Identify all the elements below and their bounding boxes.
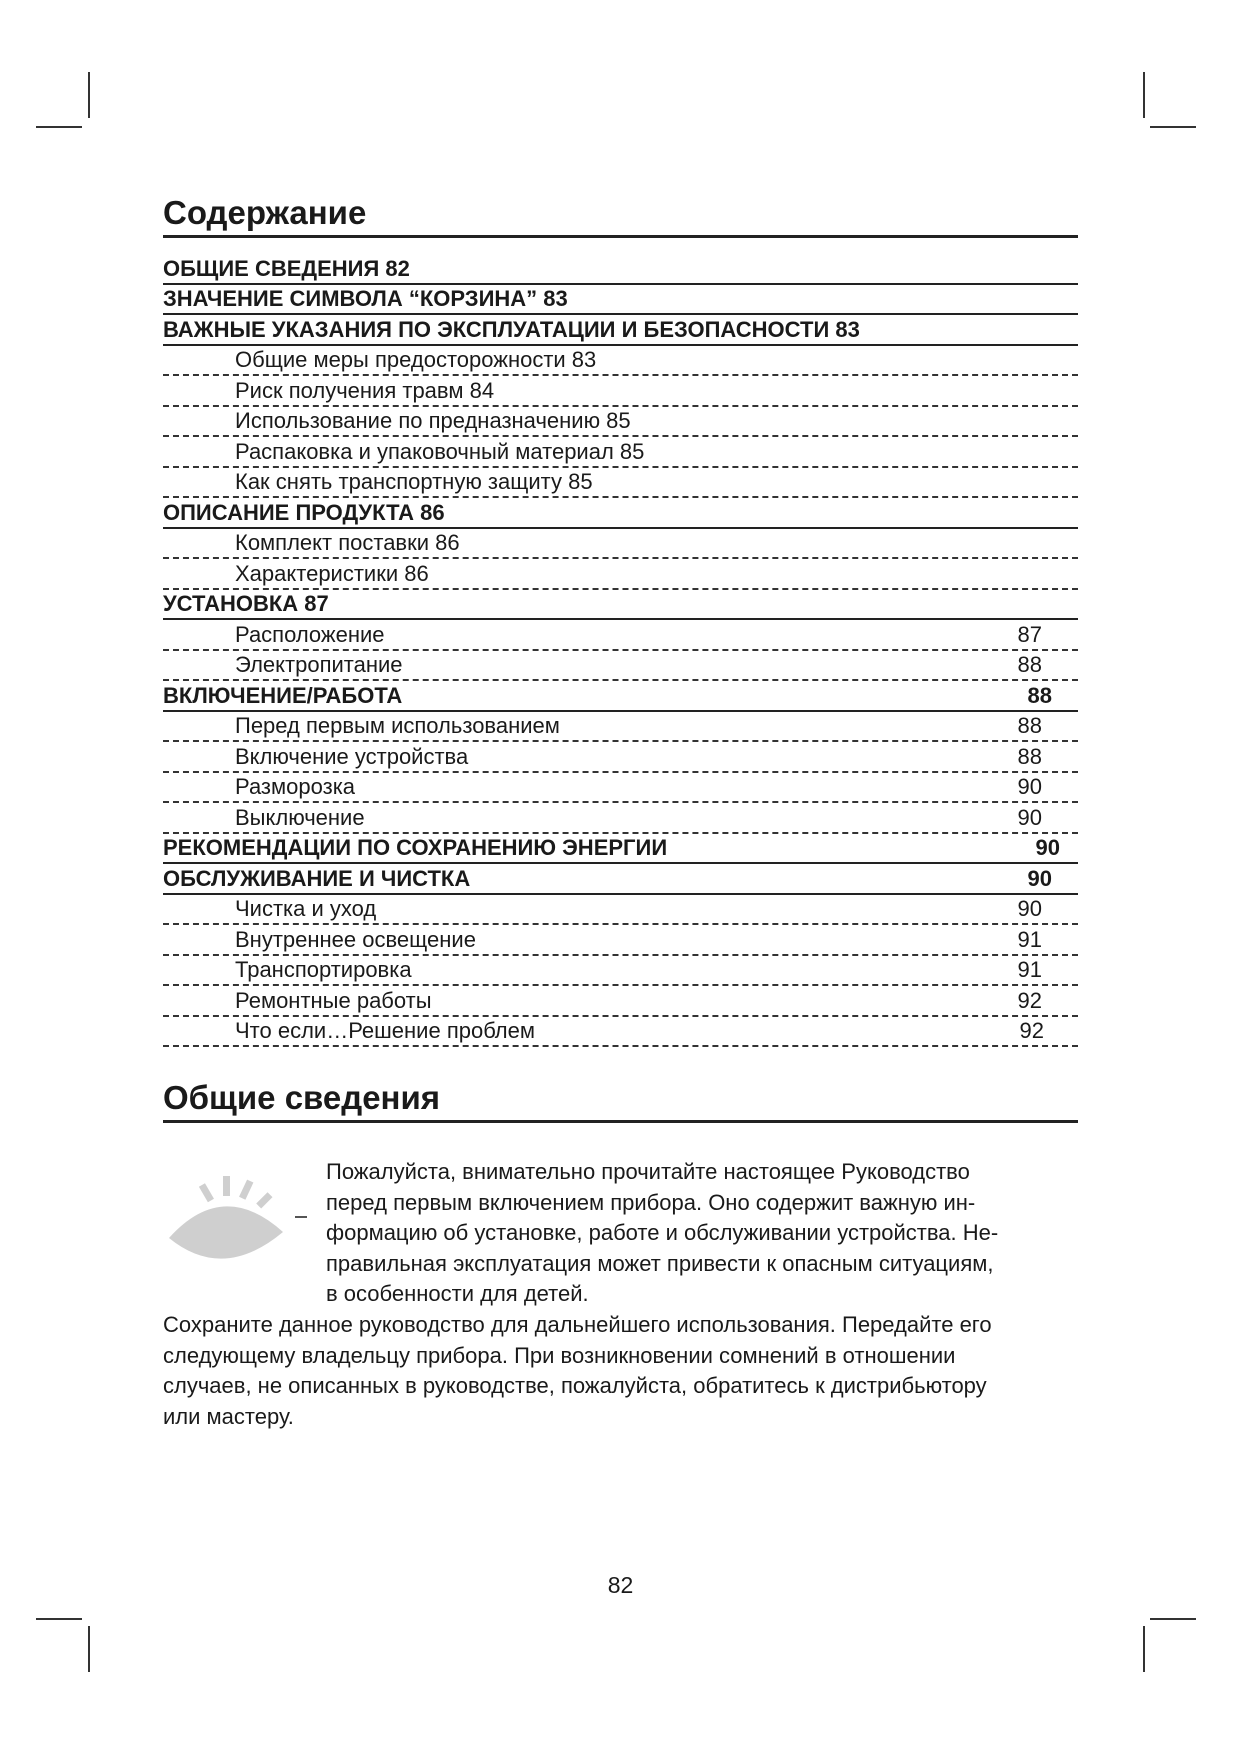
toc-label: Выключение: [235, 804, 365, 830]
toc-label: Распаковка и упаковочный материал 85: [235, 438, 645, 464]
toc-label: ВКЛЮЧЕНИЕ/РАБОТА: [163, 682, 403, 708]
toc-label: Комплект поставки 86: [235, 530, 460, 555]
crop-mark: [88, 72, 90, 118]
toc-label: Расположение: [235, 621, 385, 647]
toc-section: [163, 285, 1078, 316]
section-title: Общие сведения: [163, 1078, 1078, 1123]
toc-subsection: [163, 346, 1078, 377]
toc-page-number: 88: [1017, 652, 1042, 677]
toc-label: Разморозка: [235, 774, 356, 799]
crop-mark: [1150, 1618, 1196, 1620]
toc-page-number: 90: [1017, 804, 1042, 830]
crop-mark: [1150, 126, 1196, 128]
toc-section: [163, 254, 1078, 285]
text-line: случаев, не описанных в руководстве, пожалуйста, обратитесь к дистрибьютору: [163, 1373, 987, 1398]
eye-icon: [163, 1170, 313, 1270]
text-line: в особенности для детей.: [326, 1281, 589, 1306]
toc-subsection: [163, 529, 1078, 560]
toc-subsection: [163, 437, 1078, 468]
toc-subsection: [163, 651, 1078, 682]
toc-label: Транспортировка: [235, 957, 412, 982]
text-line: правильная эксплуатация может привести к опасным ситуациям,: [326, 1250, 994, 1276]
crop-mark: [88, 1626, 90, 1672]
text-line: Сохраните данное руководство для дальнейшего использования. Передайте его: [163, 1312, 992, 1337]
text-line: или мастеру.: [163, 1403, 294, 1429]
toc-section: [163, 590, 1078, 621]
toc-page-number: 91: [1017, 957, 1042, 982]
toc-subsection: [163, 407, 1078, 438]
toc-subsection: [163, 773, 1078, 804]
toc-label: Использование по предназначению 85: [235, 408, 631, 433]
toc-label: Ремонтные работы: [235, 987, 432, 1013]
toc-label: Риск получения травм 84: [235, 377, 495, 403]
toc-page-number: 92: [1017, 987, 1042, 1013]
toc-page-number: 90: [1027, 865, 1052, 891]
toc-subsection: [163, 620, 1078, 651]
toc-subsection: [163, 559, 1078, 590]
text-line: Пожалуйста, внимательно прочитайте настоящее Руководство: [326, 1159, 970, 1184]
crop-mark: [1143, 1626, 1145, 1672]
toc-page-number: 88: [1027, 682, 1052, 708]
toc-subsection: [163, 925, 1078, 956]
toc-label: Общие меры предосторожности 83: [235, 347, 597, 372]
toc-subsection: [163, 1017, 1078, 1048]
toc-page-number: 88: [1017, 743, 1042, 769]
toc-subsection: [163, 986, 1078, 1017]
toc-page-number: 90: [1017, 774, 1042, 799]
toc-label: Характеристики 86: [235, 560, 429, 586]
toc-label: Перед первым использованием: [235, 713, 560, 738]
toc-label: Внутреннее освещение: [235, 926, 476, 952]
toc-page-number: 87: [1017, 621, 1042, 647]
toc-label: ЗНАЧЕНИЕ СИМВОЛА “КОРЗИНА” 83: [163, 286, 568, 311]
page-number: 82: [607, 1572, 634, 1598]
toc-section: [163, 498, 1078, 529]
intro-paragraph: [326, 1157, 1078, 1310]
toc-label: Что если…Решение проблем: [235, 1018, 536, 1043]
toc-page-number: 90: [1017, 896, 1042, 921]
toc-label: Чистка и уход: [235, 896, 377, 921]
toc-page-number: 92: [1019, 1018, 1044, 1043]
toc-subsection: [163, 742, 1078, 773]
toc-section: [163, 864, 1078, 895]
toc-section: [163, 681, 1078, 712]
toc-label: Как снять транспортную защиту 85: [235, 469, 593, 494]
toc-page-number: 88: [1017, 713, 1042, 738]
body-paragraph: [163, 1310, 1078, 1432]
toc-subsection: [163, 803, 1078, 834]
text-line: формацию об установке, работе и обслуживании устройства. Не-: [326, 1220, 999, 1245]
toc-label: Электропитание: [235, 652, 403, 677]
toc-label: РЕКОМЕНДАЦИИ ПО СОХРАНЕНИЮ ЭНЕРГИИ: [163, 835, 668, 860]
crop-mark: [36, 1618, 82, 1620]
toc-subsection: [163, 895, 1078, 926]
toc-label: УСТАНОВКА 87: [163, 591, 329, 616]
toc-section: [163, 315, 1078, 346]
toc-label: ОПИСАНИЕ ПРОДУКТА 86: [163, 499, 445, 525]
toc-subsection: [163, 956, 1078, 987]
toc-title: Содержание: [163, 193, 1078, 238]
toc-subsection: [163, 468, 1078, 499]
toc-label: ОБЩИЕ СВЕДЕНИЯ 82: [163, 255, 410, 281]
crop-mark: [36, 126, 82, 128]
toc-label: Включение устройства: [235, 743, 469, 769]
toc-label: ВАЖНЫЕ УКАЗАНИЯ ПО ЭКСПЛУАТАЦИИ И БЕЗОПАСНОСТИ 83: [163, 316, 860, 342]
toc-subsection: [163, 376, 1078, 407]
toc-subsection: [163, 712, 1078, 743]
toc-page-number: 90: [1035, 835, 1060, 860]
text-line: перед первым включением прибора. Оно содержит важную ин-: [326, 1189, 976, 1215]
text-line: следующему владельцу прибора. При возникновении сомнений в отношении: [163, 1342, 956, 1368]
toc-page-number: 91: [1017, 926, 1042, 952]
crop-mark: [1143, 72, 1145, 118]
toc-label: ОБСЛУЖИВАНИЕ И ЧИСТКА: [163, 865, 471, 891]
toc-section: [163, 834, 1078, 865]
table-of-contents: [163, 254, 1078, 1047]
